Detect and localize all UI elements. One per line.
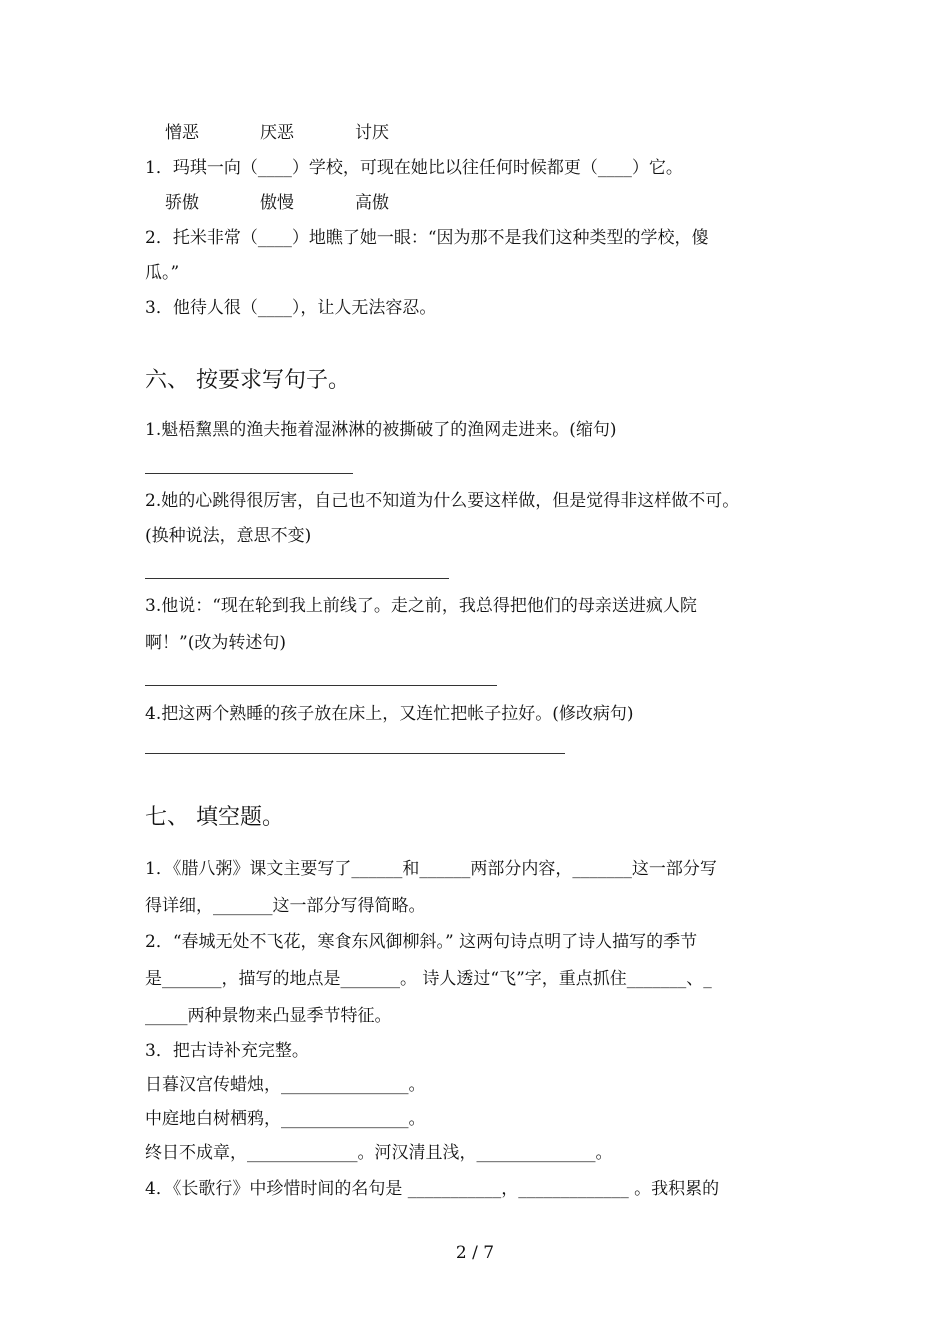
poem-line-1: 日暮汉宫传蜡烛，_______________。 xyxy=(145,1075,426,1095)
poem-line-3: 终日不成章，_____________。河汉清且浅，______________。 xyxy=(145,1143,613,1163)
question-6-2: 2.她的心跳得很厉害，自己也不知道为什么要这样做，但是觉得非这样做不可。 xyxy=(145,491,740,511)
option-word: 高傲 xyxy=(355,193,389,213)
question-7-2-end: _____两种景物来凸显季节特征。 xyxy=(145,1006,392,1026)
answer-line xyxy=(145,473,353,474)
question-6-2-continued: (换种说法，意思不变) xyxy=(145,526,312,546)
section-6-title: 六、 按要求写句子。 xyxy=(145,368,350,393)
question-5-3: 3．他待人很（____），让人无法容忍。 xyxy=(145,298,437,318)
option-word: 厌恶 xyxy=(260,123,294,143)
question-7-4: 4．《长歌行》中珍惜时间的名句是 ___________，_____________ 。我积累的 xyxy=(145,1179,720,1199)
question-6-4: 4.把这两个熟睡的孩子放在床上，又连忙把帐子拉好。(修改病句) xyxy=(145,704,634,724)
question-6-3: 3.他说：“现在轮到我上前线了。走之前，我总得把他们的母亲送进疯人院 xyxy=(145,596,697,616)
answer-line xyxy=(145,685,497,686)
option-word: 讨厌 xyxy=(355,123,389,143)
option-word: 憎恶 xyxy=(165,123,199,143)
question-7-2: 2．“春城无处不飞花，寒食东风御柳斜。” 这两句诗点明了诗人描写的季节 xyxy=(145,932,698,952)
page-number: 2 / 7 xyxy=(455,1243,495,1263)
answer-line xyxy=(145,753,565,754)
question-5-1: 1．玛琪一向（____）学校，可现在她比以往任何时候都更（____）它。 xyxy=(145,158,683,178)
question-7-1: 1．《腊八粥》课文主要写了______和______两部分内容，_______这一部分写 xyxy=(145,859,717,879)
word-options-2 xyxy=(165,193,389,213)
question-5-2: 2．托米非常（____）地瞧了她一眼：“因为那不是我们这种类型的学校，傻 xyxy=(145,228,709,248)
question-7-3: 3．把古诗补充完整。 xyxy=(145,1041,309,1061)
option-word: 骄傲 xyxy=(165,193,199,213)
answer-line xyxy=(145,578,449,579)
question-6-1: 1.魁梧黧黑的渔夫拖着湿淋淋的被撕破了的渔网走进来。(缩句) xyxy=(145,420,617,440)
question-6-3-continued: 啊！”(改为转述句) xyxy=(145,633,286,653)
section-7-title: 七、 填空题。 xyxy=(145,805,284,830)
question-7-2-continued: 是_______，描写的地点是_______。 诗人透过“飞”字，重点抓住_______、_ xyxy=(145,969,712,989)
word-options-1 xyxy=(165,123,389,143)
question-7-1-continued: 得详细，_______这一部分写得简略。 xyxy=(145,896,426,916)
option-word: 傲慢 xyxy=(260,193,294,213)
poem-line-2: 中庭地白树栖鸦，_______________。 xyxy=(145,1109,426,1129)
question-5-2-continued: 瓜。” xyxy=(145,263,180,283)
